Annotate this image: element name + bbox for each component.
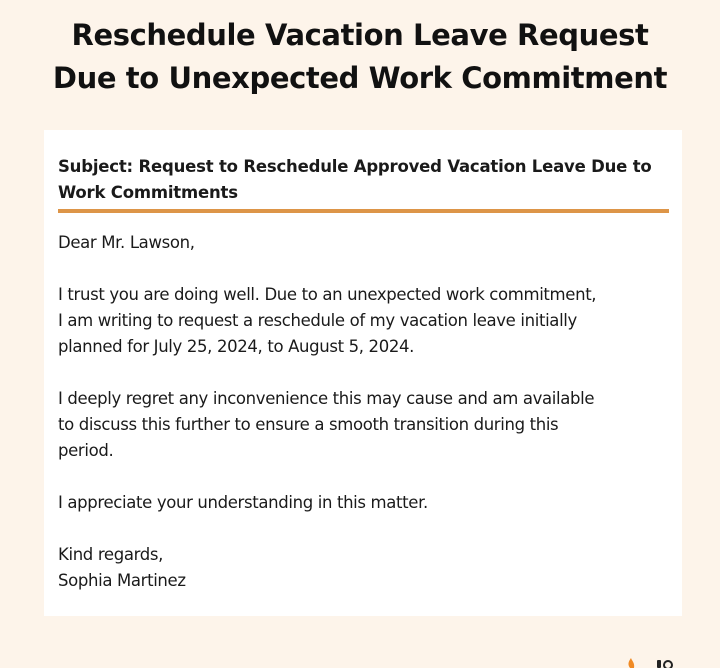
paragraph-1-line-1: I trust you are doing well. Due to an unexpected work commitment, — [58, 285, 597, 304]
letter-paragraph-2 — [58, 386, 673, 464]
paragraph-2-line-3: period. — [58, 441, 114, 460]
letter-greeting — [58, 230, 673, 256]
letter-card — [44, 130, 682, 616]
page-title — [0, 14, 720, 100]
subject-divider — [58, 209, 669, 213]
subject-line-2: Work Commitments — [58, 183, 238, 202]
email-subject — [58, 154, 670, 206]
paragraph-1-line-3: planned for July 25, 2024, to August 5, 2024. — [58, 337, 415, 356]
letter-paragraph-3 — [58, 490, 673, 516]
paragraph-1-line-2: I am writing to request a reschedule of my vacation leave initially — [58, 311, 577, 330]
page-title-line-1: Reschedule Vacation Leave Request — [71, 18, 649, 52]
greeting-text: Dear Mr. Lawson, — [58, 233, 195, 252]
signature-name: Sophia Martinez — [58, 571, 186, 590]
paragraph-2-line-1: I deeply regret any inconvenience this may cause and am available — [58, 389, 595, 408]
page-title-line-2: Due to Unexpected Work Commitment — [52, 61, 668, 95]
letter-signoff — [58, 542, 673, 594]
paragraph-2-line-2: to discuss this further to ensure a smooth transition during this — [58, 415, 559, 434]
letter-paragraph-1 — [58, 282, 673, 360]
letter-body — [58, 230, 673, 594]
subject-line-1: Subject: Request to Reschedule Approved Vacation Leave Due to — [58, 157, 652, 176]
closing-text: Kind regards, — [58, 545, 163, 564]
paragraph-3-line-1: I appreciate your understanding in this matter. — [58, 493, 428, 512]
